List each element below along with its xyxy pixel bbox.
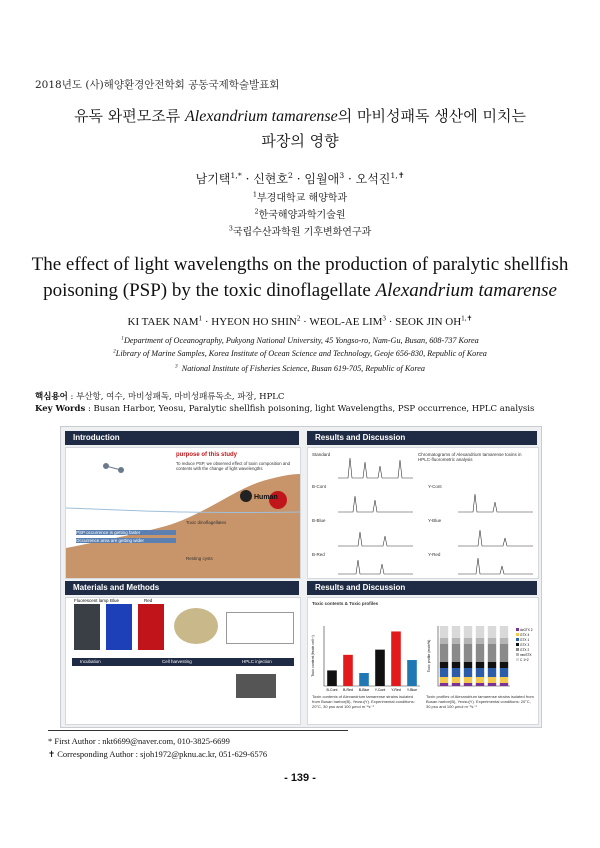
footnote-first-author xyxy=(48,735,348,748)
author-en-2-sup: 2 xyxy=(296,314,301,323)
stack-segment xyxy=(476,638,484,644)
trace-ycont xyxy=(458,494,533,512)
hplc-machine-image xyxy=(236,674,276,698)
stack-legend-label: GTX 3 xyxy=(520,643,530,647)
bar-Y-Blue xyxy=(407,660,417,686)
stack-segment xyxy=(452,683,460,686)
stack-segment xyxy=(452,638,460,644)
stack-segment xyxy=(464,668,472,677)
culture-dish-image xyxy=(174,608,218,644)
english-title-line1: The effect of light wavelengths on the production of paralytic shellfish xyxy=(31,254,569,275)
korean-authors: 남기택$^{1,*}$ · 신현호$^2$ · 임월애$^3$ · 오석진$^{1,✝}$ xyxy=(195,171,405,186)
trace-bblue xyxy=(338,532,413,546)
incubator-blue xyxy=(106,604,132,650)
stack-segment xyxy=(476,677,484,683)
stack-segment xyxy=(488,626,496,638)
author-ko-4: 오석진 xyxy=(355,172,391,186)
stacked-chart xyxy=(427,626,533,686)
author-ko-2-sup: 2 xyxy=(287,171,293,180)
chromatogram-traces xyxy=(308,448,538,578)
stack-legend-label: GTX 2 xyxy=(520,648,530,652)
led-label-blue: Blue xyxy=(110,598,120,603)
purpose-text: To reduce PSP, we observed effect of toxin composition and contents with the change of light wavelengths xyxy=(176,461,291,471)
stack-segment xyxy=(452,626,460,638)
bar-tick-label: Y-Red xyxy=(391,688,401,692)
bar-tick-label: B-Cont xyxy=(326,688,338,692)
korean-title xyxy=(0,104,600,153)
footnotes xyxy=(48,730,348,761)
affiliation-en-2-sup: 2 xyxy=(113,348,116,355)
affiliation-en-3 xyxy=(0,364,600,373)
stack-caption: Toxin profiles of Alexandrium tamarense strains isolated from Busan harbor(B), Yeosu(Y). Experimental conditions: 20°C, 30 psu and 100 μmol m⁻²s⁻¹ xyxy=(426,694,534,709)
keywords-korean-label: 핵심용어 xyxy=(35,392,68,402)
stack-segment xyxy=(488,644,496,662)
stack-segment xyxy=(440,638,448,644)
stack-legend-swatch xyxy=(516,658,519,661)
stack-segment xyxy=(440,677,448,683)
stack-segment xyxy=(440,644,448,662)
affiliation-ko-1-sup: 1 xyxy=(252,190,257,199)
affiliation-en-1-sup: 1 xyxy=(121,335,124,342)
chrom-label-ycont: Y-Cont xyxy=(428,484,442,489)
toxic-profiles-title: Toxic contents & Toxic profiles xyxy=(312,601,379,606)
korean-title-part2: 의 마비성패독 생산에 미치는 xyxy=(337,107,526,125)
author-ko-4-sup: 1,✝ xyxy=(390,171,405,180)
author-ko-3-sup: 3 xyxy=(339,171,345,180)
affiliation-en-2-text: Library of Marine Samples, Korea Institute of Ocean Science and Technology, Geoje 656-830, Republic of Korea xyxy=(115,349,487,358)
incubator-red xyxy=(138,604,164,650)
stack-legend-label: neoSTX xyxy=(520,653,532,657)
korean-title-line2: 파장의 영향 xyxy=(261,132,339,150)
bar-ylabel: Toxic content (fmole cell⁻¹) xyxy=(311,635,315,677)
conference-header: 2018년도 (사)해양환경안전학회 공동국제학술발표회 xyxy=(35,79,280,91)
affiliation-ko-2 xyxy=(0,207,600,224)
footnote-corresponding-text: Corresponding Author : sjoh1972@pknu.ac.kr, 051-629-6576 xyxy=(55,749,268,759)
affiliation-ko-3-text: 국립수산과학원 기후변화연구과 xyxy=(232,227,372,238)
stack-segment xyxy=(488,677,496,683)
affiliation-ko-1-text: 부경대학교 해양학과 xyxy=(257,193,348,204)
shellfish-icon xyxy=(240,490,252,502)
stack-legend-label: GTX 4 xyxy=(520,633,530,637)
resting-label: Resting cysts xyxy=(186,556,213,561)
stack-legend-label: C 1+2 xyxy=(520,658,529,662)
author-en-4-sup: 1,✝ xyxy=(461,314,473,323)
author-en-1-sup: 1 xyxy=(198,314,203,323)
author-ko-1-sup: 1,* xyxy=(230,171,242,180)
chrom-title: Chromatograms of Alexandrium tamarense toxins in HPLC-fluorometric analysis xyxy=(418,452,522,462)
stack-segment xyxy=(440,668,448,677)
chrom-label-yred: Y-Red xyxy=(428,552,441,557)
stack-segment xyxy=(464,677,472,683)
results-header: Results and Discussion xyxy=(307,431,537,445)
trace-bcont xyxy=(338,496,413,512)
bar-B-Blue xyxy=(359,673,369,686)
poster-figure xyxy=(60,426,542,728)
stack-segment xyxy=(500,638,508,644)
chrom-label-standard: Standard xyxy=(312,452,331,457)
methods-panel xyxy=(65,597,301,725)
affiliation-en-3-sup: 3 xyxy=(174,363,178,370)
stack-segment xyxy=(476,683,484,686)
footnote-first-author-text: First Author : nkt6699@naver.com, 010-3825-6699 xyxy=(52,736,230,746)
stack-segment xyxy=(500,683,508,686)
stack-legend-swatch xyxy=(516,633,519,636)
stack-legend-swatch xyxy=(516,638,519,641)
stack-legend-swatch xyxy=(516,648,519,651)
affiliation-ko-2-sup: 2 xyxy=(254,207,259,216)
human-label: Human xyxy=(254,494,278,501)
stack-segment xyxy=(452,677,460,683)
chrom-label-bred: B-Red xyxy=(312,552,325,557)
bar-B-Cont xyxy=(327,670,337,686)
stack-legend-label: GTX 1 xyxy=(520,638,530,642)
stack-segment xyxy=(500,662,508,668)
trace-bred xyxy=(338,560,413,574)
affiliation-ko-1 xyxy=(0,190,600,207)
stack-segment xyxy=(500,626,508,638)
chrom-label-yblue: Y-Blue xyxy=(428,518,442,523)
incubator-fluorescent xyxy=(74,604,100,650)
stack-segment xyxy=(476,644,484,662)
korean-title-part1: 유독 와편모조류 xyxy=(74,107,186,125)
footnote-first-author-mark: * xyxy=(48,736,53,746)
author-en-2: HYEON HO SHIN xyxy=(211,316,297,328)
charts-svg xyxy=(308,608,538,694)
intro-header: Introduction xyxy=(65,431,299,445)
stack-segment xyxy=(500,644,508,662)
page-number: - 139 - xyxy=(284,772,316,784)
trace-yblue xyxy=(458,530,533,546)
stack-segment xyxy=(452,644,460,662)
stack-segment xyxy=(464,626,472,638)
affiliation-en-1 xyxy=(0,336,600,345)
stack-segment xyxy=(500,668,508,677)
molecule-bond xyxy=(106,466,121,470)
bar-tick-label: Y-Cont xyxy=(374,688,386,692)
stack-segment xyxy=(488,638,496,644)
trace-standard xyxy=(338,458,413,478)
stack-segment xyxy=(452,668,460,677)
strain-table xyxy=(226,612,294,644)
step-incubation: Incubation xyxy=(80,659,101,664)
keywords-korean-text: : 부산항, 여수, 마비성패독, 마비성패류독소, 파장, HPLC xyxy=(67,392,285,402)
step-hplc: HPLC injection xyxy=(242,659,272,664)
step-harvesting: Cell harvesting xyxy=(162,659,192,664)
chromatogram-panel xyxy=(307,447,539,579)
stack-segment xyxy=(464,638,472,644)
stack-legend-label: dcGTX 2 xyxy=(520,628,533,632)
stack-segment xyxy=(476,668,484,677)
stack-segment xyxy=(440,626,448,638)
footnote-corresponding xyxy=(48,748,348,761)
stack-ylabel: Toxic profile (mole%) xyxy=(427,639,431,673)
bar-axis xyxy=(324,626,420,686)
psp-line-2: Occurrence area are getting wider xyxy=(76,538,176,543)
bar-B-Red xyxy=(343,655,353,686)
stack-segment xyxy=(488,662,496,668)
english-title xyxy=(0,252,600,304)
bar-Y-Red xyxy=(391,631,401,686)
chrom-label-bblue: B-Blue xyxy=(312,518,326,523)
author-en-4: SEOK JIN OH xyxy=(395,316,462,328)
footnote-corresponding-mark: ✝ xyxy=(48,749,56,759)
bar-tick-label: B-Red xyxy=(343,688,353,692)
stack-segment xyxy=(440,662,448,668)
keywords-english-text: : Busan Harbor, Yeosu, Paralytic shellfish poisoning, light Wavelengths, PSP occurrence, HPLC analysis xyxy=(85,404,535,414)
author-en-3: WEOL-AE LIM xyxy=(309,316,383,328)
stack-segment xyxy=(476,662,484,668)
stack-axis xyxy=(438,626,510,686)
psp-line-1: PSP occurrence is getting faster xyxy=(76,530,176,535)
stack-legend-swatch xyxy=(516,643,519,646)
keywords-english xyxy=(35,404,534,414)
english-title-species: Alexandrium tamarense xyxy=(375,280,557,301)
led-label-red: Red xyxy=(144,598,153,603)
stack-segment xyxy=(500,677,508,683)
author-en-1: KI TAEK NAM xyxy=(127,316,199,328)
stack-segment xyxy=(464,644,472,662)
affiliation-en-2 xyxy=(0,349,600,358)
english-title-line2: poisoning (PSP) by the toxic dinoflagellate xyxy=(43,280,376,301)
stack-segment xyxy=(464,662,472,668)
methods-header: Materials and Methods xyxy=(65,581,299,595)
keywords-korean xyxy=(35,390,284,402)
bar-tick-label: Y-Blue xyxy=(406,688,418,692)
stack-segment xyxy=(464,683,472,686)
affiliation-en-3-text: National Institute of Fisheries Science, Busan 619-705, Republic of Korea xyxy=(181,364,425,373)
bar-caption: Toxin contents of Alexandrium tamarense strains isolated from Busan harbor(B), Yeosu(Y). Experimental conditions: 20°C, 30 psu and 100 μmol m⁻²s⁻¹ xyxy=(312,694,415,709)
bar-tick-label: B-Blue xyxy=(358,688,370,692)
affiliations-korean xyxy=(0,190,600,241)
keywords-english-label: Key Words xyxy=(35,404,86,414)
stack-segment xyxy=(440,683,448,686)
affiliation-ko-3-sup: 3 xyxy=(228,224,233,233)
stack-segment xyxy=(452,662,460,668)
trace-yred xyxy=(458,558,533,574)
toxic-label: Toxic dinoflagellates xyxy=(186,520,227,525)
intro-panel xyxy=(65,447,301,579)
stack-segment xyxy=(476,626,484,638)
author-ko-1: 남기택 xyxy=(195,172,231,186)
author-ko-2: 신현호 xyxy=(253,172,288,186)
affiliation-ko-3 xyxy=(0,224,600,241)
seafloor-shape xyxy=(66,474,300,578)
bar-chart xyxy=(311,626,420,692)
chrom-label-bcont: B-Cont xyxy=(312,484,327,489)
affiliation-en-1-text: Department of Oceanography, Pukyong National University, 45 Yongso-ro, Nam-Gu, Busan, 608-737 Korea xyxy=(123,336,479,345)
purpose-heading: purpose of this study xyxy=(176,452,238,458)
stack-legend-swatch xyxy=(516,628,519,631)
led-label-fluorescent: Fluorescent lamp xyxy=(74,598,109,603)
stack-segment xyxy=(488,683,496,686)
bar-Y-Cont xyxy=(375,650,385,686)
english-authors: KI TAEK $NAM^1$ · HYEON HO $SHIN^2$ · WEOL-AE $LIM^3$ · SEOK JIN $OH^{1,✝}$ xyxy=(127,314,473,328)
stack-segment xyxy=(488,668,496,677)
stack-legend-swatch xyxy=(516,653,519,656)
korean-title-species: Alexandrium tamarense xyxy=(185,108,338,125)
affiliation-ko-2-text: 한국해양과학기술원 xyxy=(258,210,346,221)
author-en-3-sup: 3 xyxy=(382,314,386,323)
results-charts-panel xyxy=(307,597,539,725)
results2-header: Results and Discussion xyxy=(307,581,537,595)
author-ko-3: 임월애 xyxy=(304,172,340,186)
